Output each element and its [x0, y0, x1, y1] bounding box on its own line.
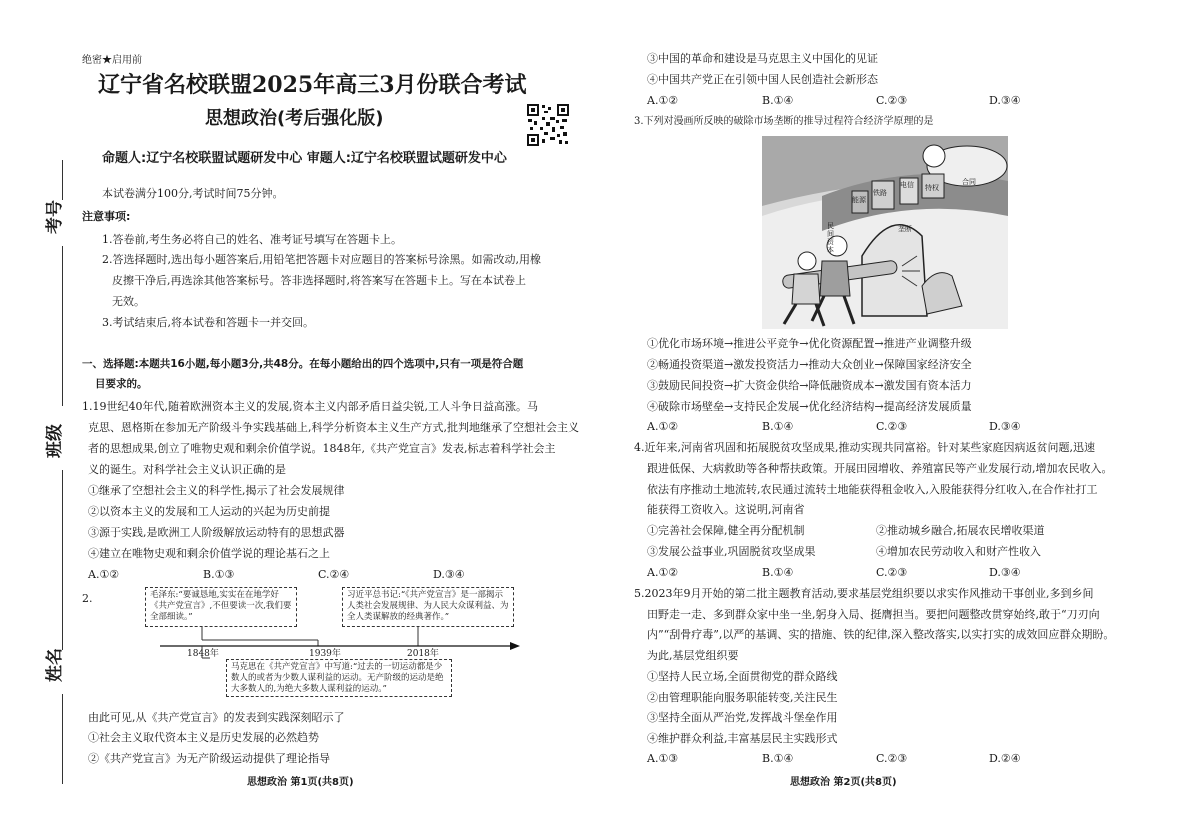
- q4-choice-b: B.①④: [762, 566, 794, 579]
- notice-title: 注意事项:: [82, 210, 131, 223]
- cartoon-label-railway: 铁路: [873, 189, 887, 197]
- q1-option-1: ①继承了空想社会主义的科学性,揭示了社会发展规律: [88, 484, 345, 497]
- q5-option-4: ④维护群众利益,丰富基层民主实践形式: [647, 732, 838, 745]
- name-label: 姓名: [45, 648, 65, 682]
- notice-item-2: 2.答选择题时,选出每小题答案后,用铅笔把答题卡对应题目的答案标号涂黑。如需改动,用橡: [102, 253, 541, 266]
- q1-stem: 者的思想成果,创立了唯物史观和剩余价值学说。1848年,《共产党宣言》发表,标志着科学社会主: [88, 442, 556, 455]
- q5-stem: 田野走一走、多到群众家中坐一坐,躬身入局、挺膺担当。要把问题整改贯穿始终,敢于“刀刃向: [647, 608, 1100, 621]
- binding-line: [62, 470, 63, 650]
- q1-choice-b: B.①③: [203, 568, 235, 581]
- section-heading-cont: 目要求的。: [95, 378, 148, 390]
- q4-stem: 能获得工资收入。这说明,河南省: [647, 503, 805, 516]
- q4-option-4: ④增加农民劳动收入和财产性收入: [876, 545, 1041, 558]
- q1-stem: 义的诞生。对科学社会主义认识正确的是: [88, 463, 286, 476]
- q4-stem: 4.近年来,河南省巩固和拓展脱贫攻坚成果,推动实现共同富裕。针对某些家庭因病返贫问题,迅速: [634, 441, 1095, 454]
- notice-item-2-cont: 皮擦干净后,再选涂其他答案标号。答非选择题时,将答案写在答题卡上。写在本试卷上: [112, 274, 526, 287]
- q2-option-2: ②《共产党宣言》为无产阶级运动提供了理论指导: [88, 752, 330, 765]
- binding-line: [62, 694, 63, 784]
- cartoon-label-contract: 合同: [962, 178, 976, 186]
- q2-choice-c: C.②③: [876, 94, 908, 107]
- q2-quote-box-1: 毛泽东:“要诚恳地,实实在在地学好《共产党宣言》,不但要读一次,我们要全部细读。”: [145, 587, 297, 627]
- cartoon-label-privilege: 特权: [925, 184, 939, 192]
- q2-choice-b: B.①④: [762, 94, 794, 107]
- notice-item-2-cont: 无效。: [112, 295, 145, 308]
- exam-title: 辽宁省名校联盟2025年高三3月份联合考试: [98, 72, 527, 98]
- cartoon-illustration: [762, 136, 1008, 329]
- cartoon-label-private-capital: 民间资本: [827, 222, 834, 254]
- cartoon-label-monopoly: 垄断: [898, 225, 912, 233]
- q1-option-3: ③源于实践,是欧洲工人阶级解放运动特有的思想武器: [88, 526, 345, 539]
- q1-option-2: ②以资本主义的发展和工人运动的兴起为历史前提: [88, 505, 330, 518]
- exam-intro: 本试卷满分100分,考试时间75分钟。: [102, 187, 284, 200]
- q3-choice-d: D.③④: [989, 420, 1021, 433]
- q4-option-3: ③发展公益事业,巩固脱贫攻坚成果: [647, 545, 816, 558]
- binding-line: [62, 160, 63, 200]
- q5-option-1: ①坚持人民立场,全面贯彻党的群众路线: [647, 670, 838, 683]
- q3-option-4: ④破除市场壁垒→支持民企发展→优化经济结构→提高经济发展质量: [647, 400, 972, 413]
- q2-quote-box-3: 马克思在《共产党宣言》中写道:“过去的一切运动都是少数人的或者为少数人谋利益的运动。无产阶级的运动是绝大多数人的,为绝大多数人谋利益的运动。”: [226, 659, 452, 697]
- q3-stem: 3.下列对漫画所反映的破除市场垄断的推导过程符合经济学原理的是: [634, 116, 934, 127]
- q3-choice-a: A.①②: [647, 420, 679, 433]
- q5-stem: 内”“刮骨疗毒”,以严的基调、实的措施、铁的纪律,深入整改落实,以实打实的成效回应群众期盼。: [647, 628, 1115, 641]
- q2-option-3: ③中国的革命和建设是马克思主义中国化的见证: [647, 52, 878, 65]
- q5-stem: 5.2023年9月开始的第二批主题教育活动,要求基层党组织要以求实作风推动干事创业,多到乡间: [634, 587, 1094, 600]
- q3-choice-c: C.②③: [876, 420, 908, 433]
- q2-choice-d: D.③④: [989, 94, 1021, 107]
- binding-line: [62, 246, 63, 406]
- page-2-footer: 思想政治 第2页(共8页): [790, 777, 897, 788]
- q4-stem: 跟进低保、大病救助等各种帮扶政策。开展田园增收、养殖富民等产业发展行动,增加农民收入。: [647, 462, 1113, 475]
- cartoon-label-energy: 能源: [852, 196, 866, 204]
- q1-choice-d: D.③④: [433, 568, 465, 581]
- confidential-mark: 绝密★启用前: [82, 55, 142, 66]
- q5-option-2: ②由管理职能向服务职能转变,关注民生: [647, 691, 838, 704]
- q2-stem: 由此可见,从《共产党宣言》的发表到实践深刻昭示了: [88, 711, 345, 724]
- exam-number-label: 考号: [45, 200, 65, 234]
- qr-code-icon: [526, 103, 570, 147]
- q5-choice-a: A.①③: [647, 752, 679, 765]
- q2-number: 2.: [82, 592, 93, 605]
- class-label: 班级: [45, 424, 65, 458]
- q1-option-4: ④建立在唯物史观和剩余价值学说的理论基石之上: [88, 547, 330, 560]
- q2-choice-a: A.①②: [647, 94, 679, 107]
- q5-choice-c: C.②③: [876, 752, 908, 765]
- q5-choice-d: D.②④: [989, 752, 1021, 765]
- section-heading: 一、选择题:本题共16小题,每小题3分,共48分。在每小题给出的四个选项中,只有一项是符合题: [82, 358, 524, 370]
- q1-stem: 克思、恩格斯在参加无产阶级斗争实践基础上,科学分析资本主义生产方式,批判地继承了空想社会主义: [88, 421, 579, 434]
- q4-option-2: ②推动城乡融合,拓展农民增收渠道: [876, 524, 1045, 537]
- q2-quote-box-2: 习近平总书记:“《共产党宣言》是一部揭示人类社会发展规律、为人民大众谋利益、为全人类谋解放的经典著作。”: [342, 587, 514, 627]
- q2-option-1: ①社会主义取代资本主义是历史发展的必然趋势: [88, 731, 319, 744]
- q3-option-1: ①优化市场环境→推进公平竞争→优化资源配置→推进产业调整升级: [647, 337, 972, 350]
- q5-choice-b: B.①④: [762, 752, 794, 765]
- page-1-footer: 思想政治 第1页(共8页): [247, 777, 354, 788]
- q4-stem: 依法有序推动土地流转,农民通过流转土地能获得租金收入,入股能获得分红收入,在合作社打工: [647, 483, 1098, 496]
- q1-choice-c: C.②④: [318, 568, 350, 581]
- q2-option-4: ④中国共产党正在引领中国人民创造社会新形态: [647, 73, 878, 86]
- q2-year-1939: 1939年: [309, 649, 341, 659]
- q2-year-2018: 2018年: [407, 649, 439, 659]
- author-line: 命题人:辽宁名校联盟试题研发中心 审题人:辽宁名校联盟试题研发中心: [102, 151, 507, 166]
- q3-option-2: ②畅通投资渠道→激发投资活力→推动大众创业→保障国家经济安全: [647, 358, 972, 371]
- q3-option-3: ③鼓励民间投资→扩大资金供给→降低融资成本→激发国有资本活力: [647, 379, 972, 392]
- q1-choice-a: A.①②: [88, 568, 120, 581]
- notice-item-3: 3.考试结束后,将本试卷和答题卡一并交回。: [102, 316, 314, 329]
- q5-stem: 为此,基层党组织要: [647, 649, 739, 662]
- q4-choice-d: D.③④: [989, 566, 1021, 579]
- q5-option-3: ③坚持全面从严治党,发挥战斗堡垒作用: [647, 711, 838, 724]
- cartoon-label-telecom: 电信: [900, 181, 914, 189]
- notice-item-1: 1.答卷前,考生务必将自己的姓名、准考证号填写在答题卡上。: [102, 233, 402, 246]
- q2-year-1848: 1848年: [187, 649, 219, 659]
- subject-title: 思想政治(考后强化版): [205, 108, 384, 129]
- q4-option-1: ①完善社会保障,健全再分配机制: [647, 524, 805, 537]
- q4-choice-a: A.①②: [647, 566, 679, 579]
- q3-choice-b: B.①④: [762, 420, 794, 433]
- q1-stem: 1.19世纪40年代,随着欧洲资本主义的发展,资本主义内部矛盾日益尖锐,工人斗争日益高涨。马: [82, 400, 538, 413]
- q4-choice-c: C.②③: [876, 566, 908, 579]
